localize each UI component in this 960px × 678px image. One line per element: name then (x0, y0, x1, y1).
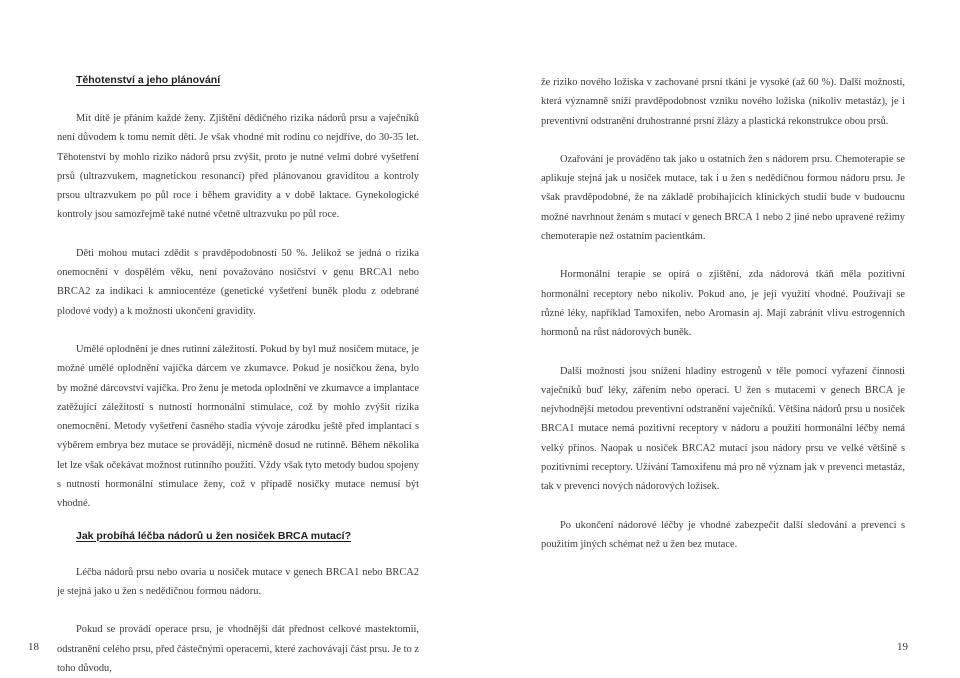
right-page (541, 73, 905, 554)
paragraph: Ozařování je prováděno tak jako u ostatních žen s nádorem prsu. Chemoterapie se aplikuje stejná jak u nosiček mutace, tak i u žen s nedědičnou formou nádoru prsu. Je však pravděpodobné, že na základě probíhajících klinických studií bude v budoucnu možné navrhnout ženám s mutací v genech BRCA 1 nebo 2 jiné nebo upravené režimy chemoterapie než ostatním pacientkám. (541, 153, 905, 243)
paragraph: Pokud se provádí operace prsu, je vhodnější dát přednost celkové mastektomii, odstranění celého prsu, před částečnými operacemi, které zachovávají část prsu. Je to z toho důvodu, (57, 624, 419, 674)
section-heading-pregnancy: Těhotenství a jeho plánování (76, 74, 221, 86)
left-page (57, 73, 419, 678)
paragraph: Hormonální terapie se opírá o zjištění, zda nádorová tkáň měla pozitivní hormonální receptory nebo nikoliv. Pokud ano, je její využití vhodné. Používají se různé léky, například Tamoxifen, nebo Aromasin aj. Mají zabránit vlivu estrogenních hormonů na růst nádorových buněk. (541, 269, 905, 339)
paragraph: Po ukončení nádorové léčby je vhodné zabezpečit další sledování a prevenci s použitím jiných schémat než u žen bez mutace. (541, 519, 905, 550)
paragraph: Léčba nádorů prsu nebo ovaria u nosiček mutace v genech BRCA1 nebo BRCA2 je stejná jako u žen s nedědičnou formou nádoru. (57, 566, 419, 597)
page-number-right: 19 (897, 641, 908, 653)
page-number-left: 18 (28, 641, 39, 653)
paragraph: Umělé oplodnění je dnes rutinní záležitostí. Pokud by byl muž nosičem mutace, je možné umělé oplodnění vajíčka dárcem ve zkumavce. Pokud je nosičkou žena, bylo by možné dárcovství vajíčka. Pro ženu je metoda oplodnění ve zkumavce a implantace zatěžující záležitostí s nutností hormonální stimulace, což by mohlo zvýšit rizika onemocnění. Metody vyšetření časného stadia vývoje zárodku ještě před implantací s výběrem embrya bez mutace se provádějí, nicméně dosud ne rutinně. Během několika let lze však očekávat možnost rutinního použití. Vždy však tyto metody budou spojeny s nutností hormonální stimulace ženy, což v případě nosičky mutace nemusí být vhodné. (57, 343, 419, 510)
paragraph: Mít dítě je přáním každé ženy. Zjištění dědičného rizika nádorů prsu a vaječníků není důvodem k tomu nemít děti. Je však vhodné mít rodinu co nejdříve, do 30-35 let. Těhotenství by mohlo riziko nádorů prsu zvýšit, proto je nutné velmi dobré vyšetření prsů (ultrazvukem, magnetickou resonancí) před plánovanou graviditou a kontroly prsou ultrazvukem po půl roce i během gravidity a v době laktace. Gynekologické kontroly jsou samozřejmě také nutné včetně ultrazvuku po půl roce. (57, 113, 419, 221)
paragraph: Děti mohou mutaci zdědit s pravděpodobností 50 %. Jelikož se jedná o rizika onemocnění v dospělém věku, není považováno nosičství v genu BRCA1 nebo BRCA2 za indikaci k amniocentéze (genetické vyšetření buněk plodu z odebrané plodové vody) a k možnosti ukončení gravidity. (57, 247, 419, 317)
paragraph: Další možností jsou snížení hladiny estrogenů v těle pomocí vyřazení činnosti vaječníků buď léky, zářením nebo operací. U žen s mutacemi v genech BRCA je nejvhodnější metodou preventivní odstranění vaječníků. Většina nádorů prsu u nosiček BRCA1 mutace nemá pozitivní receptory v nádoru a použití hormonální léčby nemá velký přínos. Naopak u nosiček BRCA2 mutací jsou nádory prsu ve velké většině s pozitivními receptory. Užívání Tamoxifenu má pro ně význam jak v prevenci metastáz, tak v prevenci nových nádorových ložisek. (541, 365, 905, 493)
section-heading-treatment: Jak probíhá léčba nádorů u žen nosiček BRCA mutací? (76, 529, 352, 542)
paragraph: že riziko nového ložiska v zachované prsní tkáni je vysoké (až 60 %). Další možností, která významně sníží pravděpodobnost vzniku nového ložiska (nikoliv metastáz), je i preventivní odstranění druhostranné prsní žlázy a plastická rekonstrukce obou prsů. (541, 77, 905, 127)
